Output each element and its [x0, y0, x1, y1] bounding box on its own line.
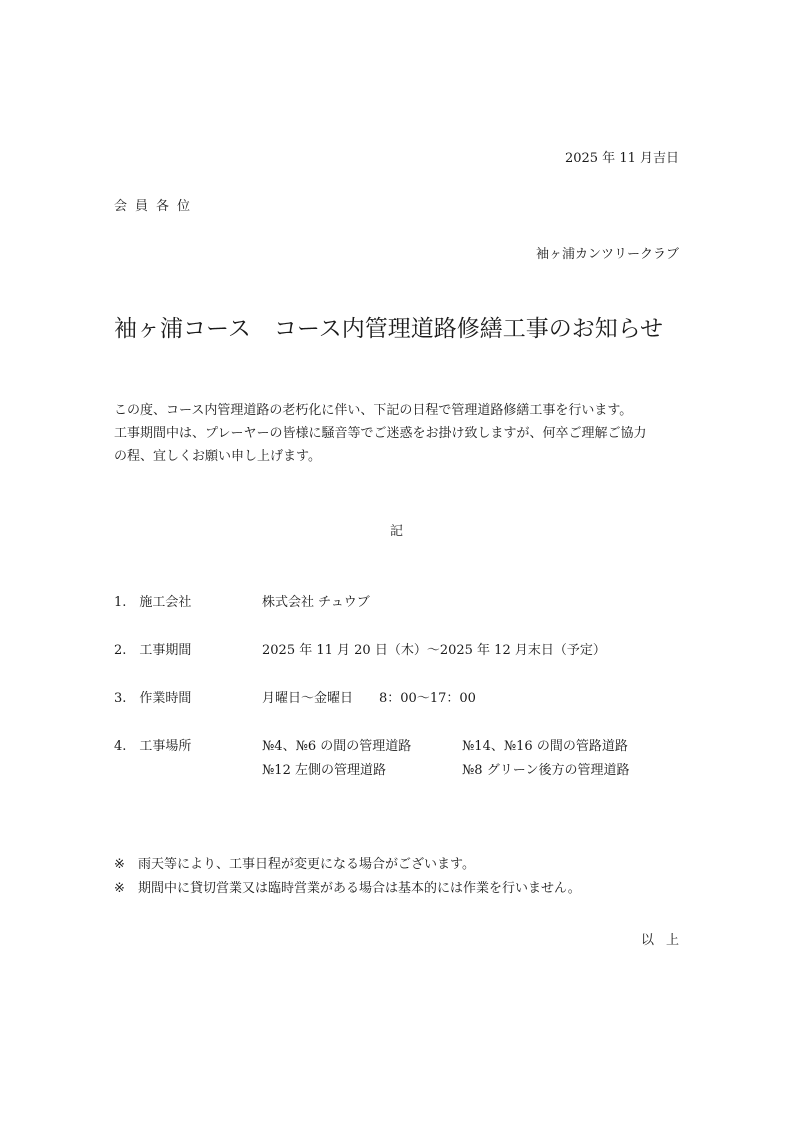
document-title: 袖ヶ浦コース コース内管理道路修繕工事のお知らせ	[114, 316, 664, 342]
addressee: 会員各位	[114, 199, 199, 214]
location-item: №14、№16 の間の管路道路	[462, 739, 628, 754]
intro-paragraph	[114, 399, 694, 468]
detail-label: 3. 作業時間	[114, 691, 192, 706]
detail-value: 月曜日～金曜日 8：00～17：00	[262, 691, 476, 706]
note-mark: ※	[114, 857, 125, 872]
detail-label: 4. 工事場所	[114, 739, 192, 754]
issue-date: 2025 年 11 月吉日	[564, 151, 679, 166]
note-text: 期間中に貸切営業又は臨時営業がある場合は基本的には作業を行いません。	[138, 881, 581, 896]
detail-label: 1. 施工会社	[114, 595, 192, 610]
intro-line: 工事期間中は、プレーヤーの皆様に騒音等でご迷惑をお掛け致しますが、何卒ご理解ご協力	[114, 426, 647, 441]
location-item: №12 左側の管理道路	[262, 763, 386, 778]
note-text: 雨天等により、工事日程が変更になる場合がございます。	[138, 857, 475, 872]
ki-heading: 記	[389, 524, 403, 539]
note-line	[114, 877, 581, 901]
detail-label: 2. 工事期間	[114, 643, 192, 658]
sender-club-name: 袖ヶ浦カンツリークラブ	[535, 247, 679, 262]
detail-value: 2025 年 11 月 20 日（木）～2025 年 12 月末日（予定）	[262, 643, 606, 658]
detail-value: 株式会社 チュウブ	[262, 595, 370, 610]
intro-line: の程、宜しくお願い申し上げます。	[114, 449, 321, 464]
closing-ijou: 以上	[640, 933, 691, 948]
note-mark: ※	[114, 881, 125, 896]
note-line	[114, 853, 581, 877]
location-item: №4、№6 の間の管理道路	[262, 739, 412, 754]
notes-section	[114, 853, 581, 901]
location-item: №8 グリーン後方の管理道路	[462, 763, 630, 778]
intro-line: この度、コース内管理道路の老朽化に伴い、下記の日程で管理道路修繕工事を行います。	[114, 403, 633, 418]
